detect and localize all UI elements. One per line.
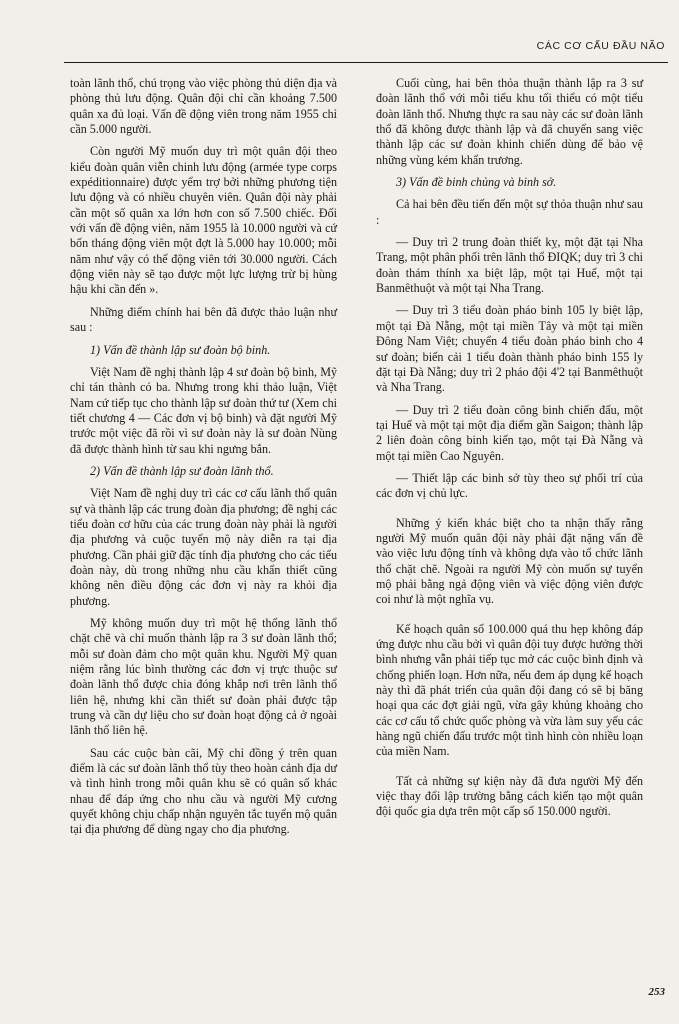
right-column xyxy=(376,76,643,827)
section-heading-infantry: 1) Vấn đề thành lập sư đoàn bộ binh. xyxy=(90,342,271,357)
paragraph: Những ý kiến khác biệt cho ta nhận thấy rằng người Mỹ muốn quân đội này phải đặt nặng vấn đề vào việc lưu động tính và không dựa vào tổ chức lãnh thổ chặt chẽ. Ngoài ra người Mỹ còn muốn sự tuyển mộ phải bằng ngả động viên và việc động viên được coi như là một nghĩa vụ. xyxy=(376,515,643,607)
paragraph: Mỹ không muốn duy trì một hệ thống lãnh thổ chặt chẽ và chỉ muốn thành lập ra 3 sư đoàn lãnh thổ; mỗi sư đoàn đảm cho một quân khu. Người Mỹ quan niệm rằng lúc bình thường các đơn vị trực thuộc sư đoàn lãnh thổ được chia đóng khắp nơi trên lãnh thổ liên hệ, nhưng khi cần thiết sư đoàn phải được tập trung và cần dự liệu cho sư đoàn hoạt động cả ở ngoài lãnh thổ liên hệ. xyxy=(70,616,337,738)
list-item-services: — Thiết lập các binh sở tùy theo sự phối trí của các đơn vị chủ lực. xyxy=(376,470,643,501)
left-column xyxy=(70,76,337,845)
list-item-armor: — Duy trì 2 trung đoàn thiết kỵ, một đặt tại Nha Trang, một phân phối trên lãnh thổ ĐIQK; duy trì 3 chi đoàn thám thính xa biệt lập, một tại Huế, một tại Banmêthuột và một tại Nha Trang. xyxy=(376,235,643,296)
list-item-engineers: — Duy trì 2 tiểu đoàn công binh chiến đấu, một tại Huế và một tại một địa điểm gần Saigon; thành lập 2 liên đoàn công binh kiến tạo, một tại Đà Nẵng và một tại miền Cao Nguyên. xyxy=(376,402,643,463)
page-number: 253 xyxy=(648,986,665,998)
paragraph: Việt Nam đề nghị duy trì các cơ cấu lãnh thổ quân sự và thành lập các trung đoàn địa phương; đề nghị các tiểu đoàn cơ hữu của các trung đoàn này phải là người địa phương và cuộc tuyển mộ này diễn ra tại địa phương. Cần phải giữ đặc tính địa phương cho các tiểu đoàn này, dù trong những nhu cầu khẩn thiết cũng không nên điều động các đơn vị này ra khỏi địa phương. xyxy=(70,486,338,608)
paragraph: Còn người Mỹ muốn duy trì một quân đội theo kiểu đoàn quân viễn chinh lưu động (armée type corps expéditionnaire) được yểm trợ bởi những phương tiện lưu động và có nhiều chuyên viên. Quân đội này phải cần một số quân xa lớn hơn con số 7.500 chiếc. Đối với vấn đề động viên, năm 1955 là 10.000 người và cứ bốn tháng động viên một đợt là 5.000 hay 10.000; mỗi năm như vậy có thể động viên tới 30.000 người. Cách động viên này sẽ tạo được một lực lượng trừ bị hùng hậu khi cần đến ». xyxy=(70,144,337,297)
paragraph: Sau các cuộc bàn cãi, Mỹ chỉ đồng ý trên quan điểm là các sư đoàn lãnh thổ tùy theo hoàn cảnh địa dư và tình hình trong mỗi quân khu sẽ có quân số khác nhau để đáp ứng cho nhu cầu và người Mỹ cương quyết không chịu chấp nhận nguyên tắc tuyển mộ quân tại địa phương để dùng ngay cho địa phương. xyxy=(70,745,338,837)
paragraph: Cả hai bên đều tiến đến một sự thỏa thuận như sau : xyxy=(376,197,643,227)
section-heading-territorial: 2) Vấn đề thành lập sư đoàn lãnh thổ. xyxy=(90,463,274,478)
paragraph: Kế hoạch quân số 100.000 quá thu hẹp không đáp ứng được nhu cầu bởi vì quân đội tuy được hưởng thời bình nhưng vẫn phải tiếp tục mở các cuộc bình định và chống phiến loạn. Hơn nữa, nếu đem áp dụng kế hoạch này thì đã phát triển của quân đội đang có sẽ bị băng hoại qua các đợt giải ngũ, vừa gây khủng khoảng cho các cơ cấu tổ chức quốc phòng và vừa làm suy yếu các hàng ngũ chiến đấu trước một tình hình còn nhiều loạn của miền Nam. xyxy=(376,621,643,759)
paragraph: Tất cả những sự kiện này đã đưa người Mỹ đến việc thay đổi lập trường bằng cách kiến tạo một quân đội quốc gia dựa trên một cấp số 150.000 người. xyxy=(376,773,643,819)
list-item-artillery: — Duy trì 3 tiểu đoàn pháo binh 105 ly biệt lập, một tại Đà Nẵng, một tại miền Tây và một tại miền Đông Nam Việt; chuyển 4 tiểu đoàn pháo binh cho 4 sư đoàn; biến cải 1 tiểu đoàn thành pháo binh 155 ly đặt tại Đà Nẵng; duy trì 2 pháo đội 4'2 tại Banmêthuột và Nha Trang. xyxy=(376,303,643,395)
paragraph: Những điểm chính hai bên đã được thảo luận như sau : xyxy=(70,304,337,335)
section-heading-branches: 3) Vấn đề binh chủng và binh sở. xyxy=(396,175,557,190)
running-head: CÁC CƠ CẤU ĐẦU NÃO xyxy=(536,40,665,52)
header-rule xyxy=(64,62,668,63)
paragraph: Cuối cùng, hai bên thỏa thuận thành lập ra 3 sư đoàn lãnh thổ với mỗi tiểu khu tối thiểu có một tiểu đoàn lãnh thổ. Nhưng thực ra sau này các sư đoàn lãnh thổ đã không được thành lập và đã chuyển sang việc thành lập các sư đoàn khinh chiến dùng để bảo vệ những vùng kém khẩn trương. xyxy=(376,76,643,167)
paragraph: toàn lãnh thổ, chú trọng vào việc phòng thủ diện địa và phòng thủ lưu động. Quân đội chỉ cần khoảng 7.500 quân xa đủ loại. Vấn đề động viên trong năm 1955 chỉ cần 5.000 người. xyxy=(70,76,337,137)
paragraph: Việt Nam đề nghị thành lập 4 sư đoàn bộ binh, Mỹ chỉ tán thành có ba. Nhưng trong khi thảo luận, Việt Nam cứ tiếp tục cho thành lập sư đoàn thứ tư (Xem chi tiết chương 4 — Các đơn vị bộ binh) và đặt người Mỹ trước một việc đã rồi vì sư đoàn này là sư đoàn Nùng đã được thành hình từ sau khi ngưng bắn. xyxy=(70,364,337,456)
